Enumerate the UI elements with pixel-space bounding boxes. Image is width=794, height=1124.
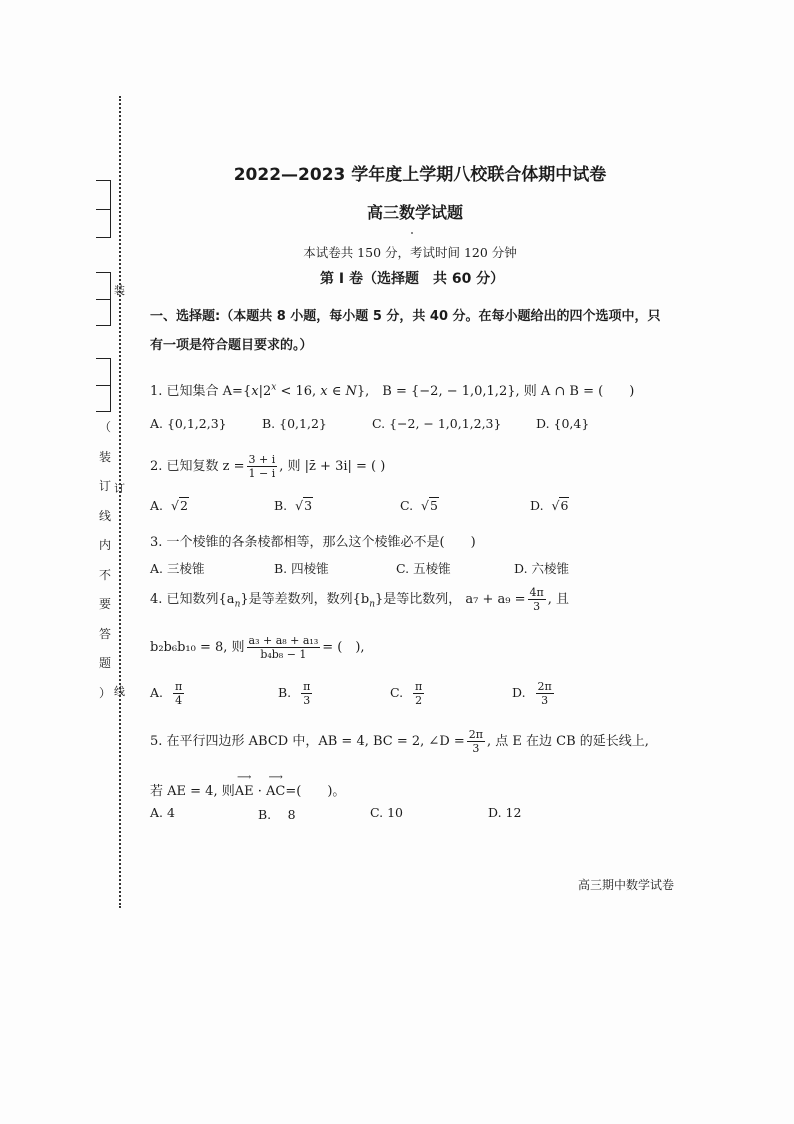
question-2-option-a[interactable]: A. √2 bbox=[150, 498, 188, 513]
question-5-option-d[interactable]: D. 12 bbox=[488, 805, 522, 820]
question-5-option-b[interactable]: B. 8 bbox=[258, 807, 296, 822]
question-1-option-c[interactable]: C. {−2, − 1,0,1,2,3} bbox=[372, 416, 502, 431]
question-2-option-b[interactable]: B. √3 bbox=[274, 498, 313, 513]
question-3-option-d[interactable]: D. 六棱锥 bbox=[514, 561, 570, 576]
question-4-fraction-1: $\frac{4\pi}{3}$ bbox=[529, 586, 544, 613]
question-3-option-a[interactable]: A. 三棱锥 bbox=[150, 561, 205, 576]
binding-dotted-line bbox=[119, 96, 121, 908]
question-4-option-c[interactable]: C. $\frac{\pi}{2}$ bbox=[390, 680, 423, 707]
question-5-stem-line1: 5. 在平行四边形 ABCD 中，AB = 4, BC = 2, ∠D = $\frac{2\pi}{3}$ , 点 E 在边 CB 的延长线上, bbox=[150, 728, 649, 755]
question-2-option-d[interactable]: D. √6 bbox=[530, 498, 569, 513]
question-3-option-b[interactable]: B. 四棱锥 bbox=[274, 561, 329, 576]
question-4-stem-line2: b₂b₆b₁₀ = 8, 则 $\frac{\text{a₃ + a₈ + a₁₃}}{\text{b₄b₈ − 1}}$ = ( ), bbox=[150, 634, 365, 661]
scan-speck bbox=[411, 232, 413, 234]
margin-box-3 bbox=[96, 358, 111, 412]
exam-title: 2022—2023 学年度上学期八校联合体期中试卷 bbox=[233, 165, 607, 185]
margin-vertical-notice: （ 装 订 线 内 不 要 答 题 ） bbox=[98, 420, 111, 700]
margin-box-1 bbox=[96, 180, 111, 238]
question-4-fraction-2: $\frac{\text{a₃ + a₈ + a₁₃}}{\text{b₄b₈ − 1}}$ bbox=[248, 634, 319, 661]
question-4-option-a[interactable]: A. $\frac{\pi}{4}$ bbox=[150, 680, 183, 707]
exam-info: 本试卷共 150 分，考试时间 120 分钟 bbox=[303, 245, 517, 260]
question-5-option-c[interactable]: C. 10 bbox=[370, 805, 403, 820]
question-2-stem: 2. 已知复数 z = $\frac{3 + i}{1 - i}$ , 则 |z̄ + 3i| = ( ) bbox=[150, 453, 386, 480]
question-4-stem-line1: 4. 已知数列$\{a_n\}$是等差数列，数列$\{b_n\}$是等比数列， a₇ + a₉ = $\frac{4\pi}{3}$ , 且 bbox=[150, 586, 570, 613]
question-5-stem-line2: 若 AE = 4, 则 ⟶ AE · ⟶ AC=( )。 bbox=[150, 772, 346, 799]
question-5-fraction: $\frac{2\pi}{3}$ bbox=[468, 728, 483, 755]
question-2-fraction: $\frac{3 + i}{1 - i}$ bbox=[248, 453, 276, 480]
vector-ae: ⟶ AE bbox=[234, 772, 254, 799]
margin-label-xian: 线 bbox=[114, 685, 125, 698]
question-1-option-b[interactable]: B. {0,1,2} bbox=[262, 416, 327, 431]
volume-heading: 第 Ⅰ 卷（选择题 共 60 分） bbox=[320, 271, 505, 287]
vector-ac: ⟶ AC bbox=[266, 772, 286, 799]
margin-label-zhuang: 装 bbox=[114, 284, 125, 297]
question-1-option-d[interactable]: D. {0,4} bbox=[536, 416, 590, 431]
section-heading: 一、选择题:（本题共 8 小题，每小题 5 分，共 40 分。在每小题给出的四个选项中，只有一项是符合题目要求的。） bbox=[150, 309, 661, 353]
question-3-option-c[interactable]: C. 五棱锥 bbox=[396, 561, 451, 576]
question-5-option-a[interactable]: A. 4 bbox=[150, 805, 175, 820]
page-footer: 高三期中数学试卷 bbox=[578, 878, 675, 892]
question-3-stem: 3. 一个棱锥的各条棱都相等，那么这个棱锥必不是( ) bbox=[150, 535, 476, 550]
margin-box-2 bbox=[96, 272, 111, 326]
exam-subtitle: 高三数学试题 bbox=[366, 203, 463, 222]
question-4-option-b[interactable]: B. $\frac{\pi}{3}$ bbox=[278, 680, 311, 707]
question-4-option-d[interactable]: D. $\frac{2\pi}{3}$ bbox=[512, 680, 552, 707]
question-1-stem: 1. 已知集合 $A=\{x|2^x < 16$, x ∈ N}, B = {−2, − 1,0,1,2}, 则 A ∩ B = ( ) bbox=[150, 382, 635, 399]
question-1-option-a[interactable]: A. {0,1,2,3} bbox=[150, 416, 227, 431]
margin-label-ding: 订 bbox=[114, 482, 125, 495]
question-2-option-c[interactable]: C. √5 bbox=[400, 498, 438, 513]
